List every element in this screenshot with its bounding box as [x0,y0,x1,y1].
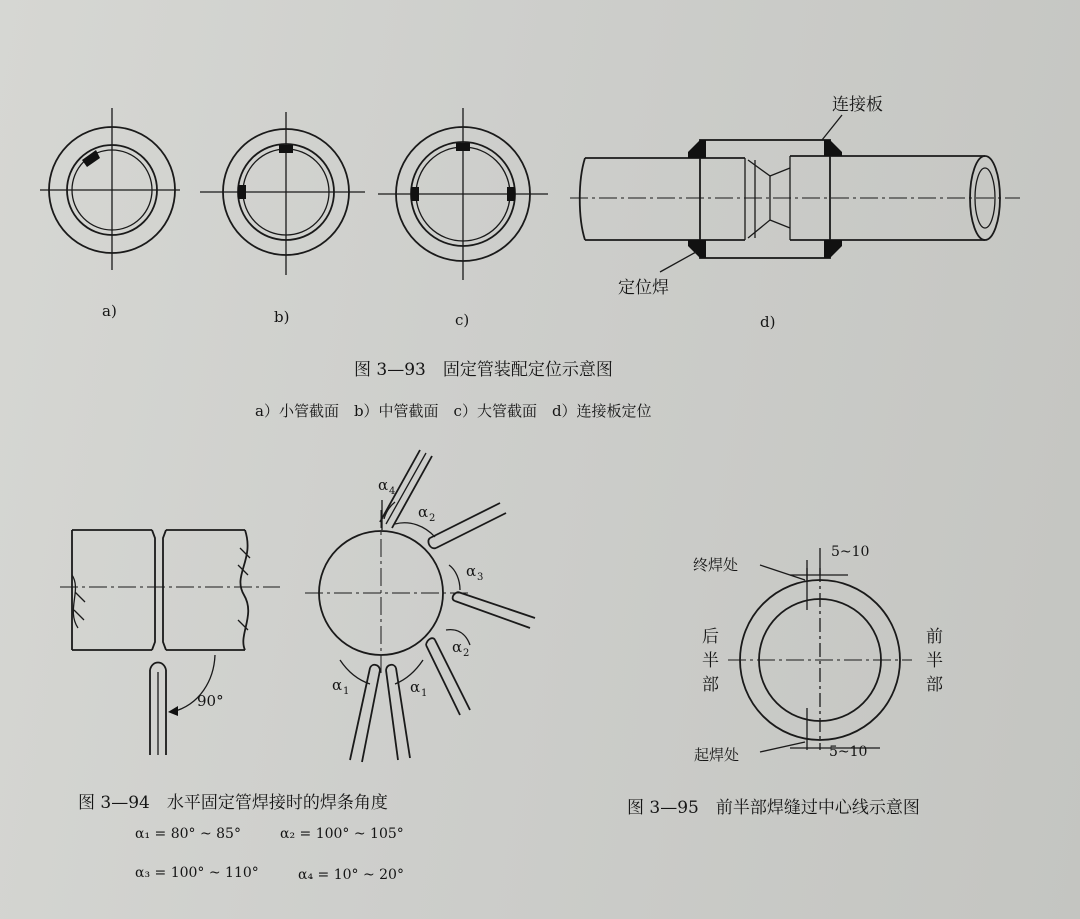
fig94-formula-a4: α₄ = 10° ~ 20° [298,867,404,883]
fig94-side-view [60,530,280,755]
fig93-tack-label: 定位焊 [618,278,669,298]
svg-text:4: 4 [389,486,396,497]
fig95-caption: 图 3—95 前半部焊缝过中心线示意图 [627,798,920,818]
fig94-label-a3 [466,562,483,583]
fig93-panel-c-label: c) [455,311,470,329]
tack-weld-mark [688,140,706,158]
fig93-panel-d-drawing [570,115,1020,272]
fig94-caption: 图 3—94 水平固定管焊接时的焊条角度 [78,793,388,813]
svg-text:前: 前 [926,627,943,647]
fig94-diagram [60,450,535,762]
svg-text:α: α [410,678,421,696]
fig94-formula-a3: α₃ = 100° ~ 110° [135,865,259,881]
fig95-dim-bottom: 5~10 [829,744,868,760]
svg-text:2: 2 [429,513,436,524]
fig95-front-half-label [926,627,943,695]
svg-text:α: α [332,676,343,694]
svg-text:后: 后 [702,627,719,647]
svg-text:部: 部 [926,675,943,695]
fig94-angle-90: 90° [197,692,224,710]
fig95-dim-top: 5~10 [831,544,870,560]
fig94-label-a1-left [332,676,349,697]
fig95-start-weld-label: 起焊处 [694,746,740,764]
fig93-panel-d-label: d) [760,313,776,331]
fig94-label-a4 [378,476,395,497]
svg-text:3: 3 [477,572,484,583]
tack-weld-mark [507,187,515,201]
fig93-subcaption: a）小管截面 b）中管截面 c）大管截面 d）连接板定位 [255,402,652,420]
fig93-plate-label: 连接板 [832,95,883,115]
fig93-diagram [40,108,1020,280]
fig93-caption: 图 3—93 固定管装配定位示意图 [354,360,613,380]
fig93-panel-a-label: a) [102,302,117,320]
svg-text:1: 1 [421,688,428,699]
tack-weld-mark [456,143,470,151]
fig95-end-weld-label: 终焊处 [693,556,739,574]
tack-weld-mark [238,185,246,199]
svg-text:部: 部 [702,675,719,695]
fig94-formula-a2: α₂ = 100° ~ 105° [280,826,404,842]
tack-weld-mark [411,187,419,201]
svg-text:α: α [418,503,429,521]
fig93-panel-b-drawing [200,112,365,275]
fig94-section-view [305,450,535,762]
fig93-panel-c-drawing [378,108,548,280]
fig93-panel-b-label: b) [274,308,290,326]
tack-weld-mark [824,240,842,258]
svg-text:半: 半 [702,651,719,671]
tack-weld-mark [279,145,293,153]
svg-text:α: α [378,476,389,494]
fig95-diagram [728,548,912,752]
fig94-label-a2-bottom [452,638,469,659]
fig94-label-a1-right [410,678,427,699]
fig95-rear-half-label [702,627,719,695]
fig94-formula-a1: α₁ = 80° ~ 85° [135,826,241,842]
svg-text:半: 半 [926,651,943,671]
svg-text:1: 1 [343,686,350,697]
fig93-panel-a-drawing [40,108,180,270]
svg-text:α: α [452,638,463,656]
svg-text:α: α [466,562,477,580]
tack-weld-mark [824,140,842,156]
svg-text:2: 2 [463,648,470,659]
fig94-label-a2-top [418,503,435,524]
